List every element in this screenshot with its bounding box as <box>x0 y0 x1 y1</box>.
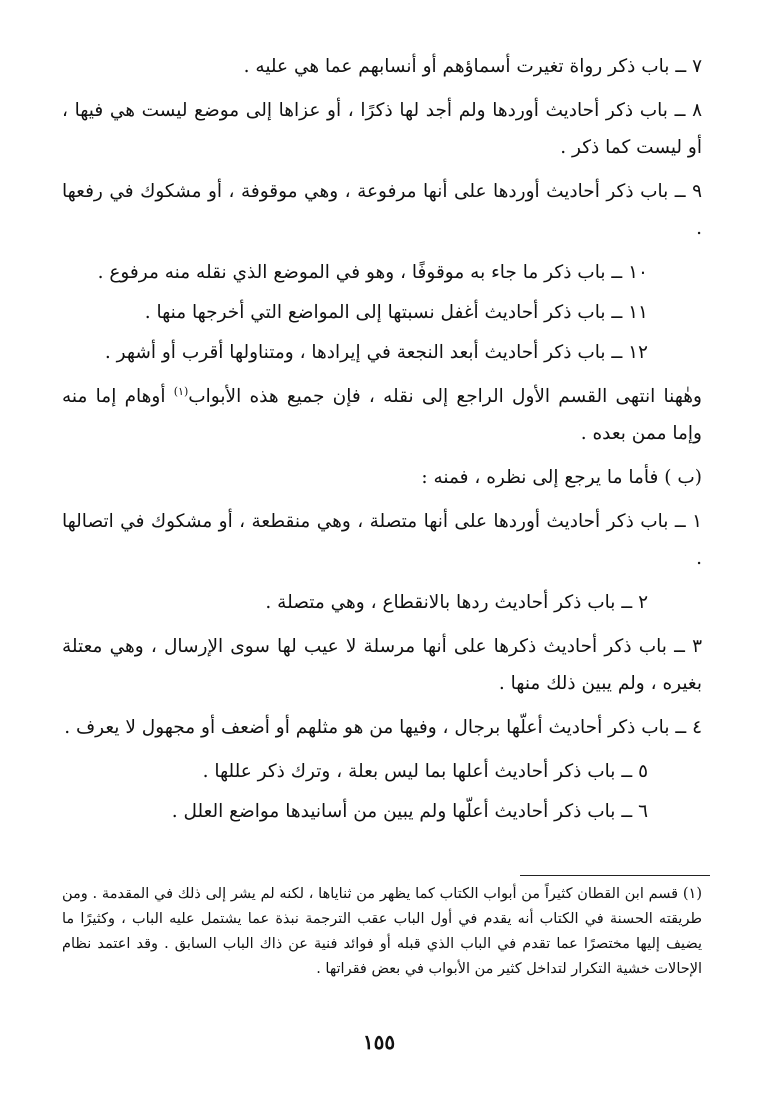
list-item-9: ٩ ــ باب ذكر أحاديث أوردها على أنها مرفوعة ، وهي موقوفة ، أو مشكوك في رفعها . <box>62 181 702 239</box>
list-item-8: ٨ ــ باب ذكر أحاديث أوردها ولم أجد لها ذكرًا ، أو عزاها إلى موضع ليست هي فيها ، أو ليست كما ذكر . <box>62 100 702 158</box>
list-item-b6: ٦ ــ باب ذكر أحاديث أعلّها ولم يبين من أسانيدها مواضع العلل . <box>171 801 648 822</box>
section-a-conclusion <box>62 378 702 452</box>
list-item-b3: ٣ ــ باب ذكر أحاديث ذكرها على أنها مرسلة لا عيب لها سوى الإرسال ، وهي معتلة بغيره ، ولم يبين ذلك منها . <box>62 636 702 694</box>
list-item-b5: ٥ ــ باب ذكر أحاديث أعلها بما ليس بعلة ، وترك ذكر عللها . <box>202 761 648 782</box>
list-item-b2: ٢ ــ باب ذكر أحاديث ردها بالانقطاع ، وهي متصلة . <box>265 592 648 613</box>
list-item-7: ٧ ــ باب ذكر رواة تغيرت أسماؤهم أو أنسابهم عما هي عليه . <box>243 56 702 77</box>
list-item-b1: ١ ــ باب ذكر أحاديث أوردها على أنها متصلة ، وهي منقطعة ، أو مشكوك في اتصالها . <box>62 511 702 569</box>
footnote: (١) قسم ابن القطان كثيراً من أبواب الكتاب كما يظهر من ثناياها ، لكنه لم يشر إلى ذلك في المقدمة . ومن طريقته الحسنة في الكتاب أنه يقدم في أول الباب عقب الترجمة نبذة عما يشتمل عليه الباب ، وكثيرًا ما يضيف إليها مختصرًا عما تقدم في الباب الذي قبله أو فوائد فنية عن ذاك الباب السابق . وقد اعتمد نظام الإحالات خشية التكرار لتداخل كثير من الأبواب في بعض فقراتها . <box>62 886 702 977</box>
section-b-heading: (ب ) فأما ما يرجع إلى نظره ، فمنه : <box>421 467 702 488</box>
conclusion-text-end: أوهام إما منه وإما ممن بعده . <box>62 386 702 444</box>
page-body <box>62 48 702 837</box>
conclusion-text-start: وهٰهنا انتهى القسم الأول الراجع إلى نقله ، فإن جميع هذه الأبواب <box>188 386 702 407</box>
list-item-b4: ٤ ــ باب ذكر أحاديث أعلّها برجال ، وفيها من هو مثلهم أو أضعف أو مجهول لا يعرف . <box>64 717 702 738</box>
footnote-separator <box>520 875 710 876</box>
list-item-10: ١٠ ــ باب ذكر ما جاء به موقوفًا ، وهو في الموضع الذي نقله منه مرفوع . <box>97 262 648 283</box>
list-item-11: ١١ ــ باب ذكر أحاديث أغفل نسبتها إلى المواضع التي أخرجها منها . <box>144 302 648 323</box>
list-item-12: ١٢ ــ باب ذكر أحاديث أبعد النجعة في إيرادها ، ومتناولها أقرب أو أشهر . <box>104 342 648 363</box>
footnote-reference: (١) <box>173 384 189 398</box>
page-number: ١٥٥ <box>362 1030 396 1054</box>
